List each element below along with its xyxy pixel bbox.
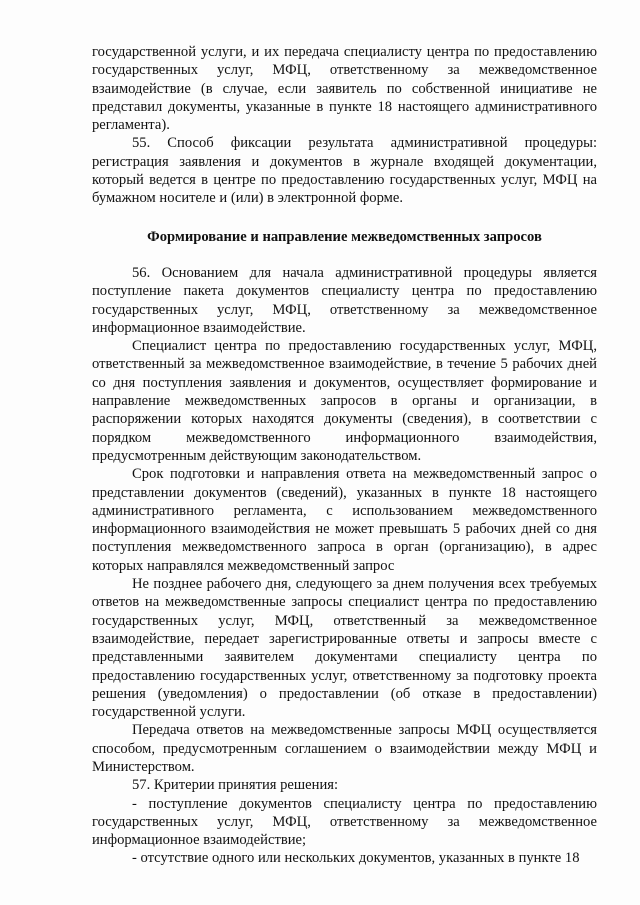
paragraph-deadline: Срок подготовки и направления ответа на межведомственный запрос о представлении документов (сведений), указанных в пункте 18 настоящего административного регламента, с использованием межведомственного информационного взаимодействия не может превышать 5 рабочих дней со дня поступления межведомственного запроса в орган (организацию), в адрес которых направлялся межведомственный запрос <box>92 466 597 574</box>
paragraph-continuation: государственной услуги, и их передача специалисту центра по предоставлению государственных услуг, МФЦ, ответственному за межведомственное взаимодействие (в случае, если заявитель по собственной инициативе не представил документы, указанные в пункте 18 настоящего административного регламента). <box>92 44 597 134</box>
paragraph-57: 57. Критерии принятия решения: <box>132 777 339 794</box>
paragraph-55: 55. Способ фиксации результата административной процедуры: регистрация заявления и документов в журнале входящей документации, который ведется в центре по предоставлению государственных услуг, МФЦ на бумажном носителе и (или) в электронной форме. <box>92 135 597 207</box>
section-heading: Формирование и направление межведомственных запросов <box>147 228 542 245</box>
paragraph-mfc-transfer: Передача ответов на межведомственные запросы МФЦ осуществляется способом, предусмотренным соглашением о взаимодействии между МФЦ и Министерством. <box>92 722 597 775</box>
document-body <box>92 43 597 868</box>
paragraph-specialist: Специалист центра по предоставлению государственных услуг, МФЦ, ответственный за межведомственное взаимодействие, в течение 5 рабочих дней со дня поступления заявления и документов, осуществляет формирование и направление межведомственных запросов в органы и организации, в распоряжении которых находятся документы (сведения), в соответствии с порядком межведомственного информационного взаимодействия, предусмотренным действующим законодательством. <box>92 338 597 464</box>
paragraph-56: 56. Основанием для начала административной процедуры является поступление пакета документов специалисту центра по предоставлению государственных услуг, МФЦ, ответственному за межведомственное информационное взаимодействие. <box>92 264 597 336</box>
criteria-item-2: - отсутствие одного или нескольких документов, указанных в пункте 18 <box>132 850 580 867</box>
criteria-item-1: - поступление документов специалисту центра по предоставлению государственных услуг, МФЦ, ответственному за межведомственное информационное взаимодействие; <box>92 795 597 849</box>
paragraph-transfer: Не позднее рабочего дня, следующего за днем получения всех требуемых ответов на межведомственные запросы специалист центра по предоставлению государственных услуг, МФЦ, ответственный за межведомственное взаимодействие, передает зарегистрированные ответы и запросы вместе с представленными заявителем документами специалисту центра по предоставлению государственных услуг, ответственному за подготовку проекта решения (уведомления) о предоставлении (об отказе в предоставлении) государственной услуги. <box>92 576 597 721</box>
